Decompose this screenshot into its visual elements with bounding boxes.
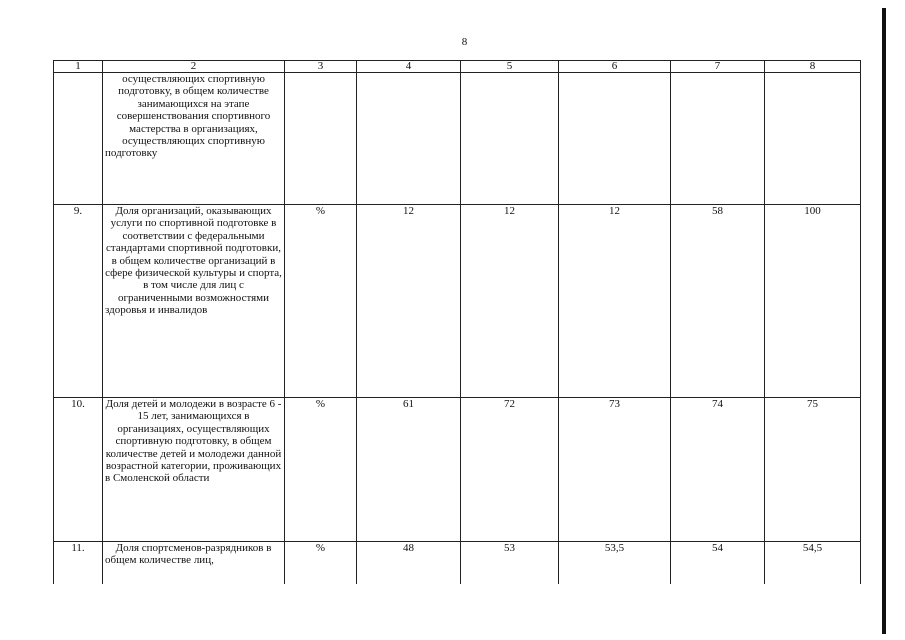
- row-value: [671, 73, 765, 205]
- row-value: 12: [357, 205, 461, 398]
- row-description: Доля спортсменов-разрядников в общем количестве лиц,: [103, 542, 285, 585]
- table-header-row: [54, 61, 861, 73]
- row-unit: %: [285, 542, 357, 585]
- table-row: [54, 398, 861, 542]
- row-unit: %: [285, 398, 357, 542]
- column-header: 6: [559, 61, 671, 73]
- page-edge-border: [882, 8, 886, 634]
- row-value: 48: [357, 542, 461, 585]
- row-value: 54: [671, 542, 765, 585]
- row-value: [559, 73, 671, 205]
- row-value: 72: [461, 398, 559, 542]
- row-description: Доля детей и молодежи в возрасте 6 - 15 лет, занимающихся в организациях, осуществляющих спортивную подготовку, в общем количестве детей и молодежи данной возрастной категории, проживающих в Смоленской области: [103, 398, 285, 542]
- row-value: 61: [357, 398, 461, 542]
- indicators-table: [53, 60, 861, 584]
- column-header: 3: [285, 61, 357, 73]
- row-unit: [285, 73, 357, 205]
- row-value: 54,5: [765, 542, 861, 585]
- table-row: [54, 73, 861, 205]
- column-header: 5: [461, 61, 559, 73]
- row-value: 100: [765, 205, 861, 398]
- table-row: [54, 542, 861, 585]
- row-value: 53: [461, 542, 559, 585]
- row-value: 58: [671, 205, 765, 398]
- row-value: 75: [765, 398, 861, 542]
- column-header: 7: [671, 61, 765, 73]
- row-value: 12: [461, 205, 559, 398]
- row-description: Доля организаций, оказывающих услуги по спортивной подготовке в соответствии с федеральными стандартами спортивной подготовки, в общем количестве организаций в сфере физической культуры и спорта, в том числе для лиц с ограниченными возможностями здоровья и инвалидов: [103, 205, 285, 398]
- row-value: 74: [671, 398, 765, 542]
- row-value: [765, 73, 861, 205]
- row-value: 73: [559, 398, 671, 542]
- column-header: 4: [357, 61, 461, 73]
- column-header: 8: [765, 61, 861, 73]
- row-number: 10.: [54, 398, 103, 542]
- page-number: 8: [461, 36, 468, 48]
- row-unit: %: [285, 205, 357, 398]
- row-value: [357, 73, 461, 205]
- row-description: осуществляющих спортивную подготовку, в общем количестве занимающихся на этапе совершенствования спортивного мастерства в организациях, осуществляющих спортивную подготовку: [103, 73, 285, 205]
- row-value: 53,5: [559, 542, 671, 585]
- row-number: [54, 73, 103, 205]
- column-header: 2: [103, 61, 285, 73]
- row-value: [461, 73, 559, 205]
- column-header: 1: [54, 61, 103, 73]
- row-value: 12: [559, 205, 671, 398]
- row-number: 9.: [54, 205, 103, 398]
- table-row: [54, 205, 861, 398]
- row-number: 11.: [54, 542, 103, 585]
